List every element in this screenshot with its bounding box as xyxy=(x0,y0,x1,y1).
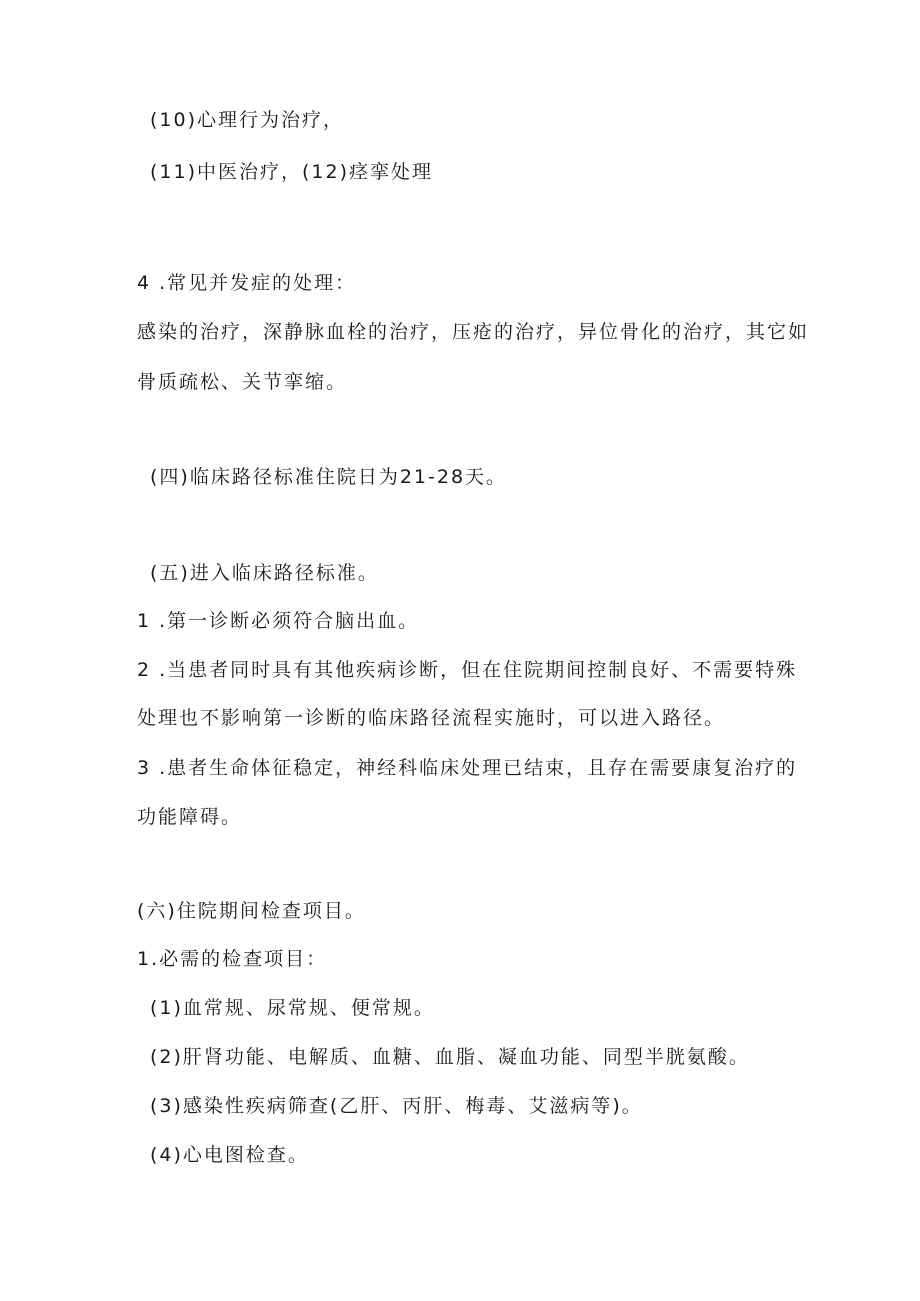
section-4-hospital-stay: (四)临床路径标准住院日为21-28天。 xyxy=(150,466,508,488)
exam-item-2: (2)肝肾功能、电解质、血糖、血脂、凝血功能、同型半胱氨酸。 xyxy=(150,1046,750,1068)
complications-paragraph-line-1: 感染的治疗，深静脉血栓的治疗，压疮的治疗，异位骨化的治疗，其它如 xyxy=(137,321,810,343)
exam-item-4: (4)心电图检查。 xyxy=(150,1144,309,1166)
exam-item-1: (1)血常规、尿常规、便常规。 xyxy=(150,997,435,1019)
section-6-exam-items: (六)住院期间检查项目。 xyxy=(137,900,366,922)
exam-item-3: (3)感染性疾病筛查(乙肝、丙肝、梅毒、艾滋病等)。 xyxy=(150,1095,643,1117)
criteria-item-3-line-2: 功能障碍。 xyxy=(137,806,243,828)
item-11-12-tcm-spasm: (11)中医治疗，(12)痉挛处理 xyxy=(150,161,434,183)
section-5-entry-criteria: (五)进入临床路径标准。 xyxy=(150,562,379,584)
criteria-item-2-line-2: 处理也不影响第一诊断的临床路径流程实施时，可以进入路径。 xyxy=(137,707,726,729)
complications-paragraph-line-2: 骨质疏松、关节挛缩。 xyxy=(137,371,348,393)
item-10-psych-therapy: (10)心理行为治疗， xyxy=(150,109,345,131)
required-exams-heading: 1.必需的检查项目： xyxy=(137,948,328,970)
criteria-item-2-line-1: 2 .当患者同时具有其他疾病诊断，但在住院期间控制良好、不需要特殊 xyxy=(137,659,798,681)
section-complications-heading: 4 .常见并发症的处理： xyxy=(137,272,357,294)
criteria-item-3-line-1: 3 .患者生命体征稳定，神经科临床处理已结束，且存在需要康复治疗的 xyxy=(137,757,798,779)
criteria-item-1: 1 .第一诊断必须符合脑出血。 xyxy=(137,610,420,632)
